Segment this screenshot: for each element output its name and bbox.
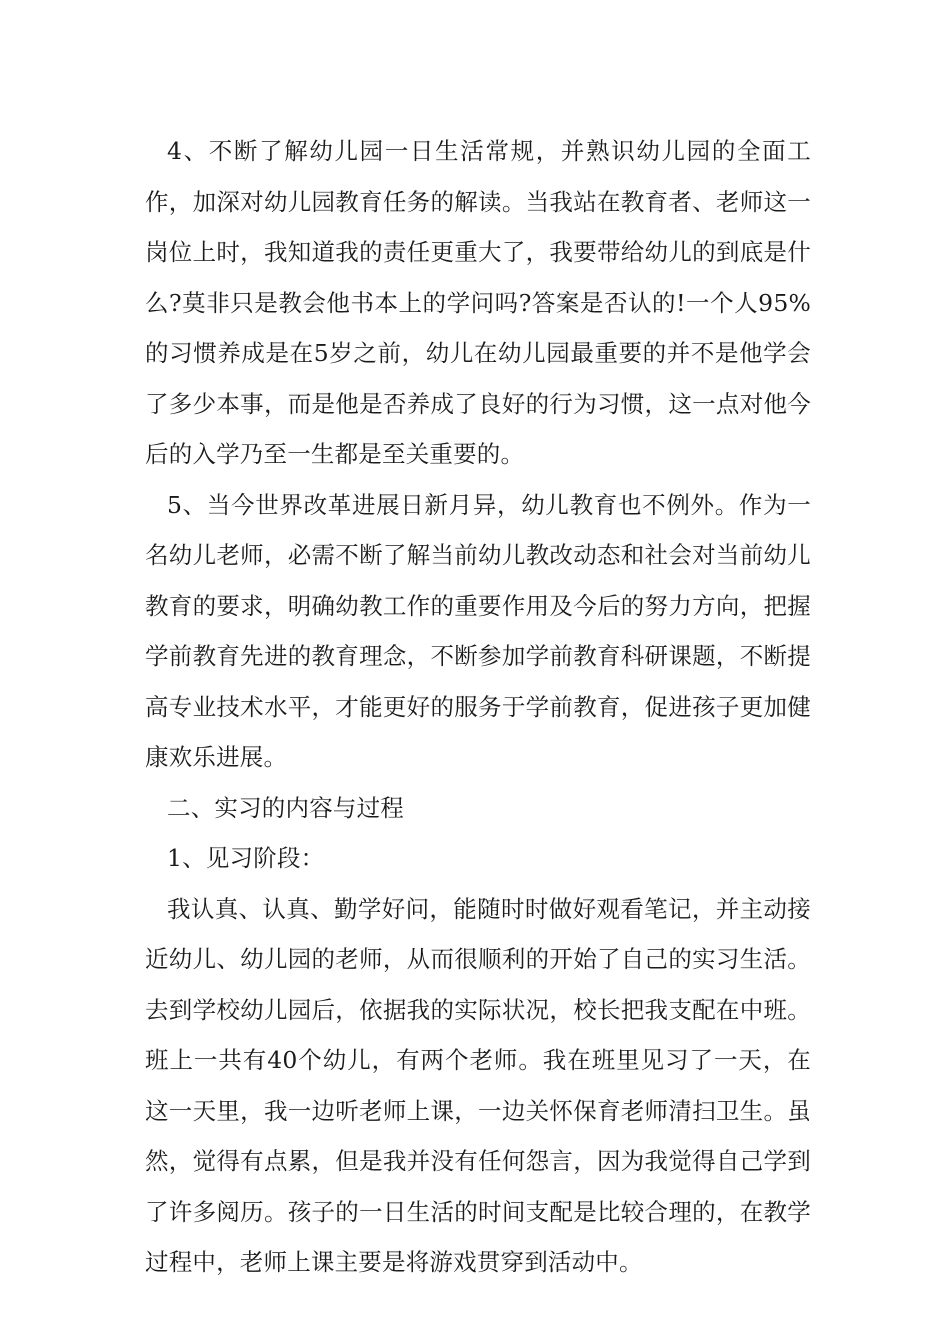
paragraph-observation-stage: 我认真、认真、勤学好问，能随时时做好观看笔记，并主动接近幼儿、幼儿园的老师，从而很顺利的开始了自己的实习生活。去到学校幼儿园后，依据我的实际状况，校长把我支配在中班。班上一共有40个幼儿，有两个老师。我在班里见习了一天，在这一天里，我一边听老师上课，一边关怀保育老师清扫卫生。虽然，觉得有点累，但是我并没有任何怨言，因为我觉得自己学到了许多阅历。孩子的一日生活的时间支配是比较合理的，在教学过程中，老师上课主要是将游戏贯穿到活动中。 <box>145 894 811 1276</box>
document-body <box>145 126 811 1288</box>
section-heading-internship-content: 二、实习的内容与过程 <box>167 793 404 822</box>
paragraph-item-5: 5、当今世界改革进展日新月异，幼儿教育也不例外。作为一名幼儿老师，必需不断了解当前幼儿教改动态和社会对当前幼儿教育的要求，明确幼教工作的重要作用及今后的努力方向，把握学前教育先进的教育理念，不断参加学前教育科研课题，不断提高专业技术水平，才能更好的服务于学前教育，促进孩子更加健康欢乐进展。 <box>145 490 811 771</box>
subsection-heading-observation-stage: 1、见习阶段： <box>167 844 325 872</box>
paragraph-item-4: 4、不断了解幼儿园一日生活常规，并熟识幼儿园的全面工作，加深对幼儿园教育任务的解读。当我站在教育者、老师这一岗位上时，我知道我的责任更重大了，我要带给幼儿的到底是什么?莫非只是教会他书本上的学问吗?答案是否认的!一个人95%的习惯养成是在5岁之前，幼儿在幼儿园最重要的并不是他学会了多少本事，而是他是否养成了良好的行为习惯，这一点对他今后的入学乃至一生都是至关重要的。 <box>145 137 811 468</box>
